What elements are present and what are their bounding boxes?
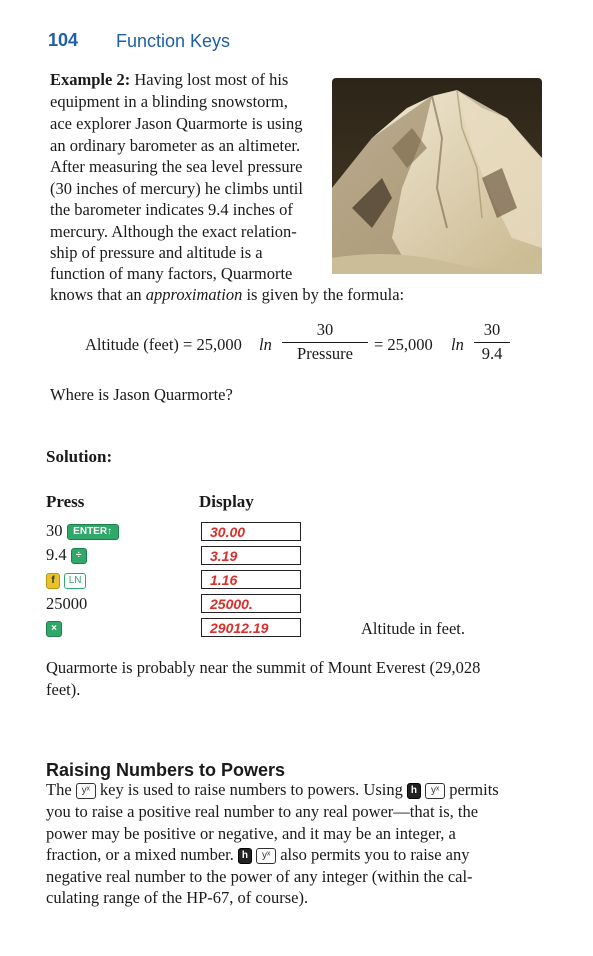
example-line-8: mercury. Although the exact relation-	[50, 222, 297, 241]
example-label: Example 2:	[50, 70, 131, 89]
example-text: Having lost most of his	[134, 70, 289, 89]
press-row-2: 9.4 ÷	[46, 545, 87, 565]
display-value-5: 29012.19	[201, 618, 301, 637]
powers-line-4: fraction, or a mixed number. h yˣ also permits you to raise any	[46, 845, 470, 864]
example-line-3: ace explorer Jason Quarmorte is using	[50, 114, 303, 133]
emphasis-approximation: approximation	[145, 285, 243, 304]
powers-line-3: power may be positive or negative, and it may be an integer, a	[46, 824, 456, 843]
section-heading-powers: Raising Numbers to Powers	[46, 760, 286, 780]
ln-key-icon: LN	[64, 573, 86, 589]
formula-lhs: Altitude (feet) = 25,000	[85, 335, 242, 354]
yx-key-icon: yˣ	[256, 848, 276, 864]
formula-ln-1: ln	[259, 335, 272, 354]
question: Where is Jason Quarmorte?	[50, 385, 233, 404]
press-row-3	[46, 570, 86, 590]
solution-heading: Solution:	[46, 447, 113, 466]
press-column-header: Press	[46, 492, 85, 511]
yx-key-icon: yˣ	[425, 783, 445, 799]
yx-key-icon: yˣ	[76, 783, 96, 799]
powers-line-5: negative real number to the power of any integer (within the cal-	[46, 867, 473, 886]
enter-key-icon: ENTER↑	[67, 524, 119, 540]
press-row-5	[46, 618, 62, 638]
example-line-5: After measuring the sea level pressure	[50, 157, 303, 176]
display-value-4: 25000.	[201, 594, 301, 613]
example-line-7: the barometer indicates 9.4 inches of	[50, 200, 293, 219]
example-line-9: ship of pressure and altitude is a	[50, 243, 263, 262]
mountain-illustration	[332, 78, 542, 274]
example-line-4: an ordinary barometer as an altimeter.	[50, 136, 301, 155]
powers-line-2: you to raise a positive real number to any real power—that is, the	[46, 802, 479, 821]
press-row-1: 30 ENTER↑	[46, 521, 119, 541]
h-key-icon: h	[238, 848, 252, 864]
formula-denominator-2: 9.4	[481, 344, 503, 363]
conclusion-line-2: feet).	[46, 680, 81, 699]
example-line-10: function of many factors, Quarmorte	[50, 264, 293, 283]
display-value-2: 3.19	[201, 546, 301, 565]
formula-numerator-1: 30	[316, 320, 334, 339]
powers-line-1: The yˣ key is used to raise numbers to powers. Using h yˣ permits	[46, 780, 499, 799]
display-value-1: 30.00	[201, 522, 301, 541]
formula-denominator-1: Pressure	[297, 344, 353, 363]
example-line-2: equipment in a blinding snowstorm,	[50, 92, 288, 111]
display-column-header: Display	[199, 492, 254, 511]
divide-key-icon: ÷	[71, 548, 87, 564]
formula-numerator-2: 30	[483, 320, 501, 339]
display-comment-5: Altitude in feet.	[361, 619, 466, 638]
fraction-bar-2	[474, 342, 510, 343]
page-number: 104	[48, 30, 79, 50]
press-row-4: 25000	[46, 594, 88, 613]
example-line-1	[50, 70, 288, 90]
display-value-3: 1.16	[201, 570, 301, 589]
f-key-icon: f	[46, 573, 60, 589]
conclusion-line-1: Quarmorte is probably near the summit of Mount Everest (29,028	[46, 658, 481, 677]
formula-ln-2: ln	[451, 335, 464, 354]
example-line-11: knows that an approximation is given by the formula:	[50, 285, 405, 304]
fraction-bar-1	[282, 342, 368, 343]
section-title: Function Keys	[116, 31, 231, 51]
formula-mid: = 25,000	[374, 335, 433, 354]
powers-line-6: culating range of the HP-67, of course).	[46, 888, 309, 907]
multiply-key-icon: ×	[46, 621, 62, 637]
example-line-6: (30 inches of mercury) he climbs until	[50, 179, 303, 198]
h-key-icon: h	[407, 783, 421, 799]
